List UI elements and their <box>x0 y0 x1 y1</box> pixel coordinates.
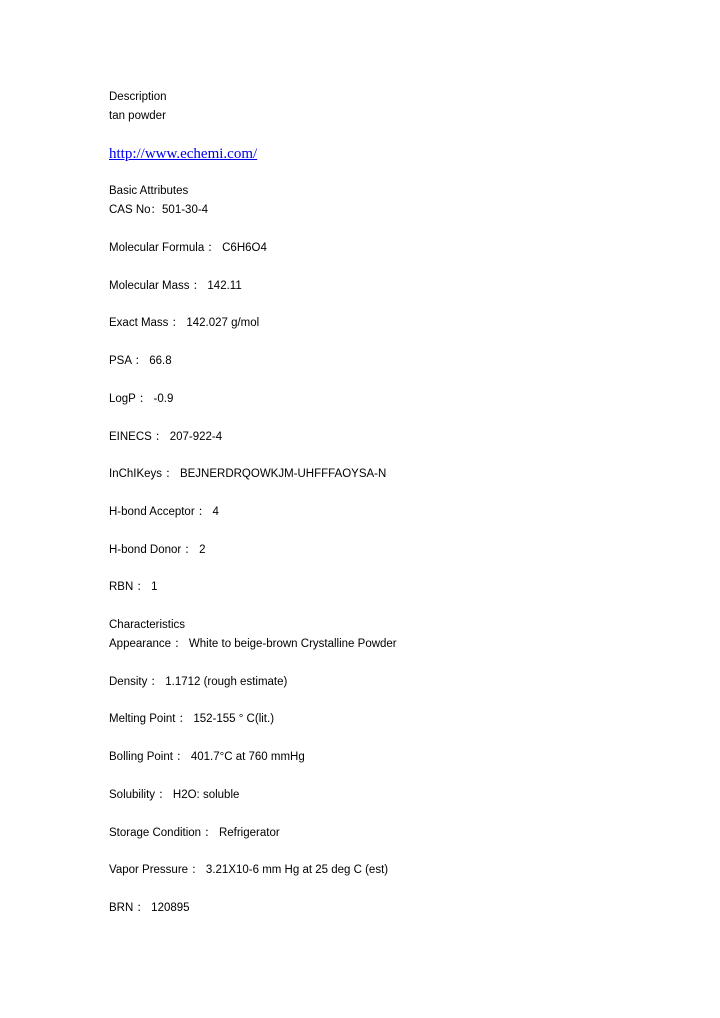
logp: LogP ： -0.9 <box>109 393 174 405</box>
einecs: EINECS ： 207-922-4 <box>109 431 223 443</box>
echemi-link[interactable]: http://www.echemi.com/ <box>109 146 258 162</box>
description-heading: Description <box>109 91 167 103</box>
cas-number: CAS No：501-30-4 <box>109 204 209 216</box>
appearance: Appearance ： White to beige-brown Crystalline Powder <box>109 638 397 650</box>
psa: PSA ： 66.8 <box>109 355 172 367</box>
hbond-acceptor: H-bond Acceptor ： 4 <box>109 506 219 518</box>
boiling-point: Bolling Point ： 401.7°C at 760 mmHg <box>109 751 305 763</box>
exact-mass: Exact Mass ： 142.027 g/mol <box>109 317 260 329</box>
vapor-pressure: Vapor Pressure ： 3.21X10-6 mm Hg at 25 deg C (est) <box>109 864 389 876</box>
rbn: RBN ： 1 <box>109 581 158 593</box>
molecular-mass: Molecular Mass ： 142.11 <box>109 280 242 292</box>
hbond-donor: H-bond Donor ： 2 <box>109 544 206 556</box>
storage-condition: Storage Condition ： Refrigerator <box>109 827 280 839</box>
solubility: Solubility ： H2O: soluble <box>109 789 240 801</box>
characteristics-heading: Characteristics <box>109 619 186 631</box>
description-text: tan powder <box>109 110 166 122</box>
brn: BRN ： 120895 <box>109 902 190 914</box>
basic-attributes-heading: Basic Attributes <box>109 185 189 197</box>
melting-point: Melting Point ： 152-155 ° C(lit.) <box>109 713 275 725</box>
inchikeys: InChIKeys ： BEJNERDRQOWKJM-UHFFFAOYSA-N <box>109 468 387 480</box>
molecular-formula: Molecular Formula ： C6H6O4 <box>109 242 267 254</box>
density: Density ： 1.1712 (rough estimate) <box>109 676 288 688</box>
